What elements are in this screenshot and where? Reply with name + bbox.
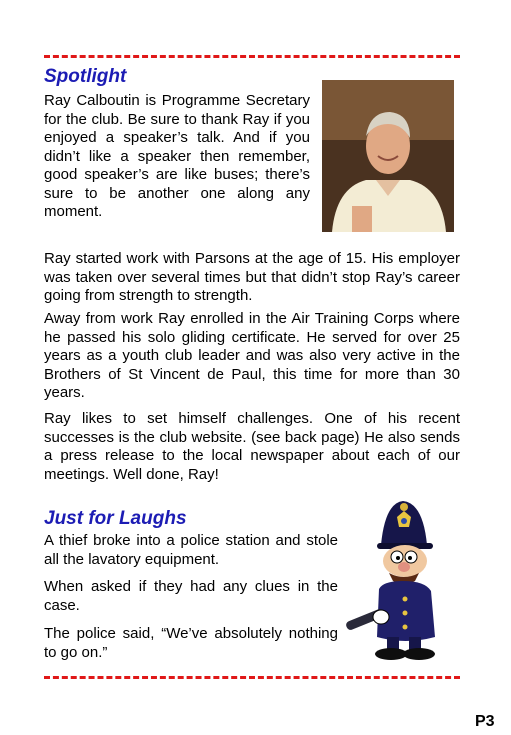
portrait-image bbox=[322, 80, 454, 232]
policeman-icon bbox=[343, 497, 458, 662]
spotlight-paragraph-hobbies: Away from work Ray enrolled in the Air Training Corps where he passed his solo gliding certificate. He served for over 25 years as a youth club leader and was also very active in the Brothers of St Vincent de Paul, this time for more than 30 years. bbox=[44, 310, 460, 401]
spotlight-paragraph-career: Ray started work with Parsons at the age of 15. His employer was taken over several times but that didn’t stop Ray’s career going from strength to strength. bbox=[44, 250, 460, 304]
joke-line-3: The police said, “We’ve absolutely nothing to go on.” bbox=[44, 625, 338, 661]
joke-line-1: A thief broke into a police station and stole all the lavatory equipment. bbox=[44, 532, 338, 568]
policeman-cartoon bbox=[343, 497, 458, 662]
spotlight-heading: Spotlight bbox=[44, 66, 127, 87]
spotlight-paragraph-challenges: Ray likes to set himself challenges. One of his recent successes is the club website. (see back page) He also sends a press release to the local newspaper about each of our meetings. Well done, Ray! bbox=[44, 410, 460, 483]
page-number: P3 bbox=[475, 713, 495, 730]
bottom-divider bbox=[44, 676, 460, 679]
spotlight-intro: Ray Calboutin is Programme Secretary for the club. Be sure to thank Ray if you enjoyed a speaker’s talk. And if you didn’t like a speaker then remember, good speaker’s are like buses; there’s sure to be another one along any moment. bbox=[44, 92, 310, 220]
ray-photo bbox=[322, 80, 454, 232]
joke-line-2: When asked if they had any clues in the case. bbox=[44, 578, 338, 614]
top-divider bbox=[44, 55, 460, 58]
laughs-heading: Just for Laughs bbox=[44, 508, 187, 529]
